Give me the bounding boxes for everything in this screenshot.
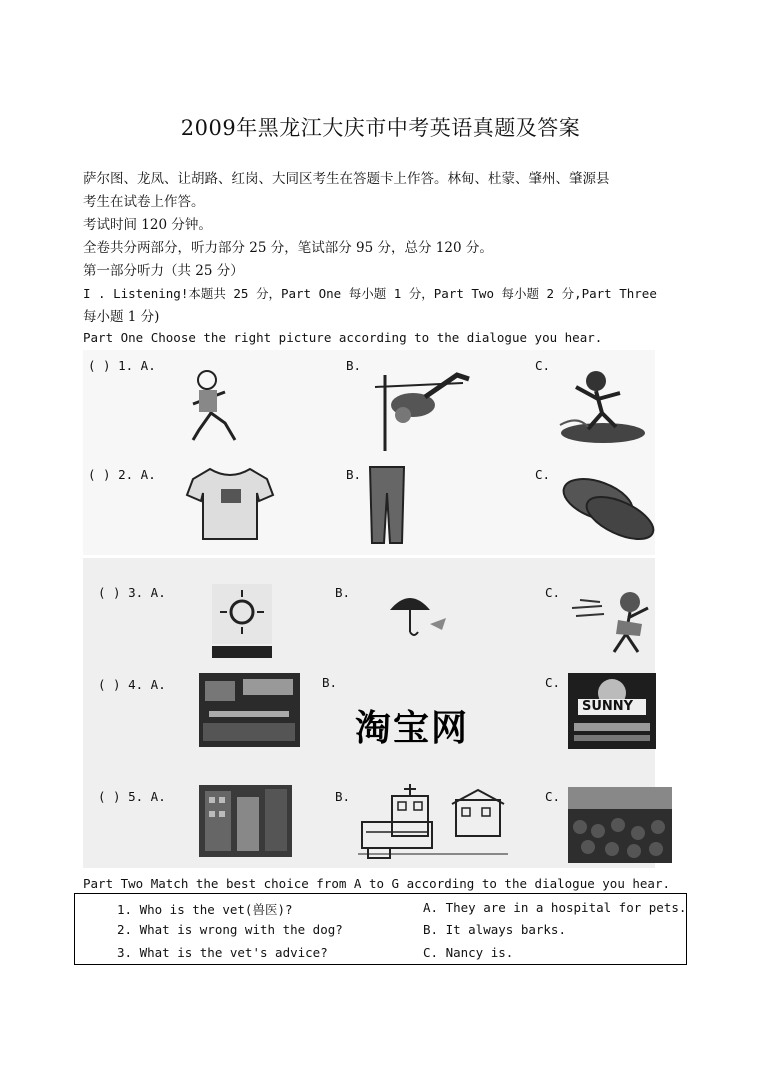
intro-line-2: 考生在试卷上作答。 (83, 194, 205, 210)
question-1-label: ( ) 1. A. (88, 358, 156, 373)
question-5-option-b: B. (335, 789, 351, 804)
surfer-picture (558, 365, 648, 447)
matching-row-2-question: 2. What is wrong with the dog? (117, 922, 343, 937)
intro-line-5: 第一部分听力（共 25 分） (83, 263, 244, 279)
shoes-picture (558, 470, 658, 546)
question-2-option-b: B. (346, 467, 362, 482)
sunny-sign-text: SUNNY (582, 699, 634, 714)
question-1-option-c: C. (535, 358, 551, 373)
question-2-option-c: C. (535, 467, 551, 482)
question-5-option-c: C. (545, 789, 561, 804)
page-title: 2009年黑龙江大庆市中考英语真题及答案 (180, 116, 581, 140)
matching-row-3-answer: C. Nancy is. (423, 945, 514, 960)
question-4-option-c: C. (545, 675, 561, 690)
crowd-photo (568, 787, 672, 863)
matching-table (74, 893, 687, 965)
rainy-weather-picture (384, 586, 454, 646)
hospital-drawing (358, 782, 508, 864)
windy-weather-picture (568, 584, 663, 658)
intro-line-1: 萨尔图、龙凤、让胡路、红岗、大同区考生在答题卡上作答。林甸、杜蒙、肇州、肇源县 (83, 171, 610, 187)
shop-interior-photo (199, 673, 300, 747)
question-4-option-b: B. (322, 675, 338, 690)
part-one-instruction: Part One Choose the right picture according to the dialogue you hear. (83, 330, 603, 345)
intro-line-3: 考试时间 120 分钟。 (83, 217, 212, 233)
question-2-label: ( ) 2. A. (88, 467, 156, 482)
runner-picture (185, 368, 245, 448)
matching-row-2-answer: B. It always barks. (423, 922, 566, 937)
question-5-label: ( ) 5. A. (98, 789, 166, 804)
question-3-option-c: C. (545, 585, 561, 600)
matching-row-1-question: 1. Who is the vet(兽医)? (117, 902, 293, 917)
high-jump-picture (365, 365, 475, 453)
building-photo (199, 785, 292, 857)
trousers-picture (366, 463, 408, 545)
question-1-option-b: B. (346, 358, 362, 373)
taobao-logo: 淘宝网 (355, 708, 470, 749)
part-two-instruction: Part Two Match the best choice from A to G according to the dialogue you hear. (83, 876, 670, 891)
matching-row-3-question: 3. What is the vet's advice? (117, 945, 328, 960)
intro-line-4: 全卷共分两部分，听力部分 25 分，笔试部分 95 分，总分 120 分。 (83, 240, 493, 256)
question-3-label: ( ) 3. A. (98, 585, 166, 600)
question-3-option-b: B. (335, 585, 351, 600)
matching-row-1-answer: A. They are in a hospital for pets. (423, 900, 687, 915)
sunny-weather-picture (210, 582, 275, 662)
sunny-supermarket-photo (568, 673, 656, 749)
intro-line-7: 每小题 1 分) (83, 309, 160, 325)
intro-line-6: I . Listening!本题共 25 分，Part One 每小题 1 分，Part Two 每小题 2 分,Part Three (83, 286, 657, 301)
t-shirt-picture (185, 465, 275, 541)
question-4-label: ( ) 4. A. (98, 677, 166, 692)
